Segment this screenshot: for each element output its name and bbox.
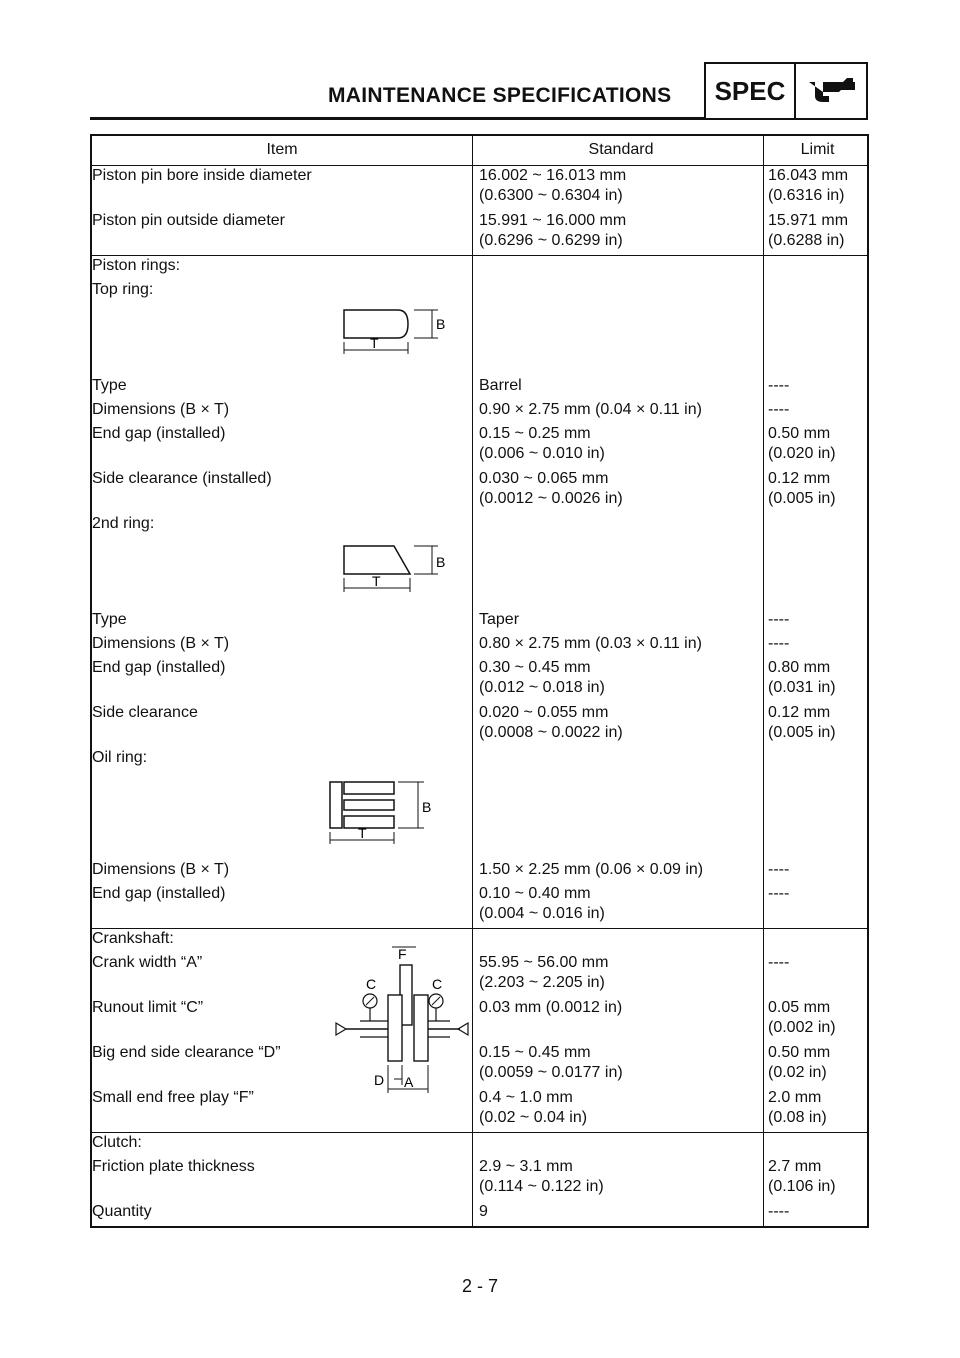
subsection-title: Oil ring:	[92, 748, 148, 766]
limit-cell: ----	[764, 610, 869, 634]
standard-cell: 0.15 ~ 0.45 mm (0.0059 ~ 0.0177 in)	[473, 1043, 764, 1088]
item-cell: Dimensions (B × T)	[92, 634, 230, 652]
dim-label-a: A	[404, 1074, 414, 1090]
standard-cell: Taper	[473, 610, 764, 634]
dim-label-f: F	[398, 946, 407, 962]
table-row	[91, 953, 868, 998]
table-row	[91, 703, 868, 748]
dim-label-t: T	[358, 824, 367, 841]
col-standard-header: Standard	[473, 135, 764, 166]
item-cell: Quantity	[92, 1202, 152, 1220]
item-cell: End gap (installed)	[92, 424, 226, 442]
subsection-row-oil-ring	[91, 748, 868, 772]
limit-cell: 0.12 mm (0.005 in)	[764, 703, 869, 748]
limit-cell: 0.50 mm (0.020 in)	[764, 424, 869, 469]
section-title: Clutch:	[91, 1133, 473, 1157]
oil-ring-figure	[91, 772, 473, 860]
dim-label-b: B	[436, 553, 446, 570]
limit-cell: 0.05 mm (0.002 in)	[764, 998, 869, 1043]
standard-cell: 0.03 mm (0.0012 in)	[473, 998, 764, 1043]
dim-label-t: T	[370, 334, 379, 351]
limit-cell: ----	[764, 634, 869, 658]
standard-cell: Barrel	[473, 376, 764, 400]
standard-cell: 0.10 ~ 0.40 mm (0.004 ~ 0.016 in)	[473, 884, 764, 929]
limit-cell: 2.7 mm (0.106 in)	[764, 1157, 869, 1202]
table-row	[91, 166, 868, 211]
dim-label-d: D	[374, 1072, 385, 1088]
limit-cell: ----	[764, 376, 869, 400]
item-cell: Small end free play “F”	[92, 1088, 254, 1106]
item-cell: Big end side clearance “D”	[92, 1043, 281, 1061]
page-title: MAINTENANCE SPECIFICATIONS	[328, 84, 672, 107]
standard-cell: 0.030 ~ 0.065 mm (0.0012 ~ 0.0026 in)	[473, 469, 764, 514]
section-row-crankshaft	[91, 929, 868, 953]
item-cell: Side clearance (installed)	[92, 469, 272, 487]
limit-cell: 15.971 mm (0.6288 in)	[764, 211, 869, 256]
spec-table	[90, 134, 869, 1228]
table-row	[91, 1043, 868, 1088]
subsection-title: 2nd ring:	[92, 514, 155, 532]
col-limit-header: Limit	[764, 135, 869, 166]
dim-label-b: B	[436, 315, 446, 332]
figure-row-oil-ring	[91, 772, 868, 860]
dim-label-c-right: C	[432, 976, 443, 992]
item-cell: End gap (installed)	[92, 884, 226, 902]
table-row	[91, 610, 868, 634]
table-row	[91, 424, 868, 469]
page-number: 2 - 7	[461, 1276, 499, 1296]
table-row	[91, 1157, 868, 1202]
standard-cell: 55.95 ~ 56.00 mm (2.203 ~ 2.205 in)	[473, 953, 764, 998]
table-row	[91, 634, 868, 658]
figure-row-top-ring	[91, 304, 868, 376]
spec-badge	[704, 62, 868, 120]
limit-cell: ----	[764, 1202, 869, 1227]
limit-cell: 2.0 mm (0.08 in)	[764, 1088, 869, 1133]
item-cell: Friction plate thickness	[92, 1157, 255, 1175]
table-row	[91, 860, 868, 884]
standard-cell: 0.15 ~ 0.25 mm (0.006 ~ 0.010 in)	[473, 424, 764, 469]
section-title: Piston rings:	[91, 256, 473, 280]
crankshaft-figure	[332, 943, 472, 1123]
section-row-clutch	[91, 1133, 868, 1157]
limit-cell: ----	[764, 884, 869, 929]
table-row	[91, 884, 868, 929]
table-row	[91, 998, 868, 1043]
item-cell: End gap (installed)	[92, 658, 226, 676]
limit-cell: 0.12 mm (0.005 in)	[764, 469, 869, 514]
section-row-piston-rings	[91, 256, 868, 280]
item-cell: Type	[92, 376, 127, 394]
standard-cell: 9	[473, 1202, 764, 1227]
standard-cell: 16.002 ~ 16.013 mm (0.6300 ~ 0.6304 in)	[473, 166, 764, 211]
caliper-icon	[796, 64, 866, 118]
spec-label: SPEC	[706, 64, 796, 118]
limit-cell: 0.80 mm (0.031 in)	[764, 658, 869, 703]
limit-cell: 16.043 mm (0.6316 in)	[764, 166, 869, 211]
second-ring-figure	[91, 538, 473, 610]
table-row	[91, 400, 868, 424]
standard-cell: 0.90 × 2.75 mm (0.04 × 0.11 in)	[473, 400, 764, 424]
standard-cell: 0.30 ~ 0.45 mm (0.012 ~ 0.018 in)	[473, 658, 764, 703]
table-row	[91, 1202, 868, 1227]
table-row	[91, 211, 868, 256]
item-cell: Side clearance	[92, 703, 198, 721]
subsection-row-second-ring	[91, 514, 868, 538]
item-cell: Crank width “A”	[92, 953, 203, 971]
section-title: Crankshaft: F C C D A	[91, 929, 473, 953]
dim-label-b: B	[422, 798, 432, 815]
standard-cell: 0.80 × 2.75 mm (0.03 × 0.11 in)	[473, 634, 764, 658]
item-cell: Type	[92, 610, 127, 628]
standard-cell: 1.50 × 2.25 mm (0.06 × 0.09 in)	[473, 860, 764, 884]
table-row	[91, 658, 868, 703]
table-row	[91, 469, 868, 514]
col-item-header: Item	[91, 135, 473, 166]
table-row	[91, 1088, 868, 1133]
limit-cell: ----	[764, 953, 869, 998]
item-cell: Dimensions (B × T)	[92, 400, 230, 418]
limit-cell: 0.50 mm (0.02 in)	[764, 1043, 869, 1088]
item-cell: Runout limit “C”	[92, 998, 204, 1016]
subsection-row-top-ring	[91, 280, 868, 304]
limit-cell: ----	[764, 860, 869, 884]
standard-cell: 15.991 ~ 16.000 mm (0.6296 ~ 0.6299 in)	[473, 211, 764, 256]
item-cell: Piston pin bore inside diameter	[92, 167, 312, 184]
item-cell: Dimensions (B × T)	[92, 860, 230, 878]
dim-label-c-left: C	[366, 976, 377, 992]
limit-cell: ----	[764, 400, 869, 424]
standard-cell: 2.9 ~ 3.1 mm (0.114 ~ 0.122 in)	[473, 1157, 764, 1202]
table-row	[91, 376, 868, 400]
subsection-title: Top ring:	[92, 280, 154, 298]
dim-label-t: T	[372, 572, 381, 589]
header-rule	[90, 117, 704, 120]
top-ring-figure	[91, 304, 473, 376]
standard-cell: 0.020 ~ 0.055 mm (0.0008 ~ 0.0022 in)	[473, 703, 764, 748]
figure-row-second-ring	[91, 538, 868, 610]
item-cell: Piston pin outside diameter	[92, 211, 285, 229]
standard-cell: 0.4 ~ 1.0 mm (0.02 ~ 0.04 in)	[473, 1088, 764, 1133]
